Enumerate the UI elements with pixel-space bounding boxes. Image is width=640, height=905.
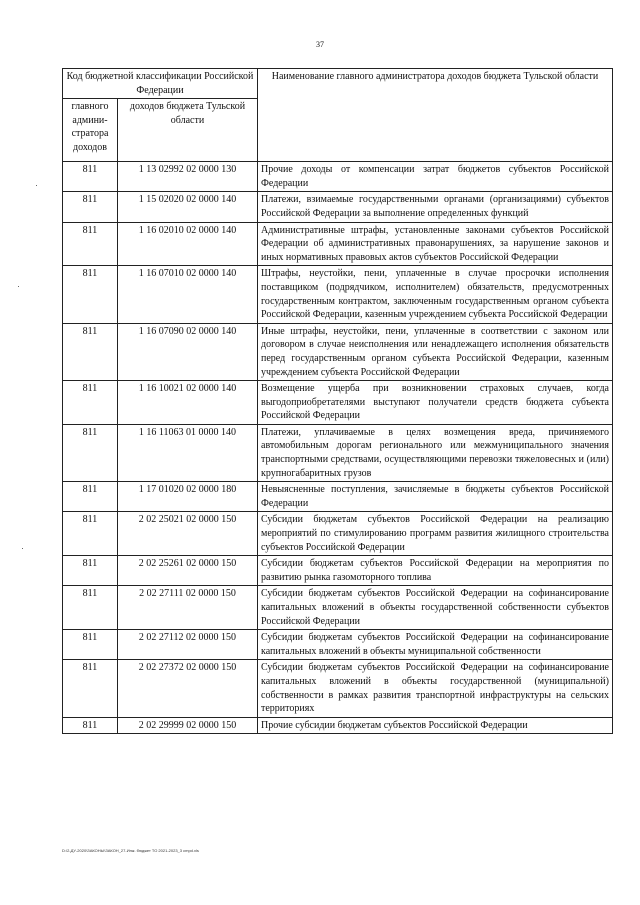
admin-code-cell: 811 [63,323,118,380]
admin-code-cell: 811 [63,266,118,323]
income-name-cell: Возмещение ущерба при возникновении страховых случаев, когда выгодоприобретателями выступают получатели средств бюджета субъекта Российской Федерации [258,381,613,425]
admin-code-cell: 811 [63,192,118,222]
scan-mark [22,548,23,549]
admin-code-cell: 811 [63,482,118,512]
income-name-cell: Административные штрафы, установленные законами субъектов Российской Федерации об административных правонарушениях, за нарушение законов и иных нормативных правовых актов субъектов Российской Федерации [258,222,613,266]
income-code-cell: 1 16 07010 02 0000 140 [118,266,258,323]
income-code-cell: 1 16 11063 01 0000 140 [118,424,258,481]
income-code-cell: 2 02 27372 02 0000 150 [118,660,258,717]
income-name-cell: Платежи, уплачиваемые в целях возмещения вреда, причиняемого автомобильным дорогам регионального или межмуниципального значения транспортными средствами, осуществляющими перевозки тяжеловесных и (или) крупногабаритных грузов [258,424,613,481]
admin-code-cell: 811 [63,162,118,192]
income-name-cell: Субсидии бюджетам субъектов Российской Федерации на мероприятия по развитию рынка газомоторного топлива [258,556,613,586]
table-row [63,323,613,380]
table-row [63,482,613,512]
revenue-table [62,68,613,734]
income-name-cell: Прочие субсидии бюджетам субъектов Российской Федерации [258,717,613,734]
header-income: доходов бюджета Тульской области [118,99,258,162]
header-admin-name: Наименование главного администратора доходов бюджета Тульской области [258,69,613,162]
income-name-cell: Платежи, взимаемые государственными органами (организациями) субъектов Российской Федерации за выполнение определенных функций [258,192,613,222]
income-code-cell: 1 15 02020 02 0000 140 [118,192,258,222]
page-number: 37 [316,40,324,49]
table-row [63,660,613,717]
income-code-cell: 1 13 02992 02 0000 130 [118,162,258,192]
admin-code-cell: 811 [63,222,118,266]
scan-mark [36,185,37,186]
income-name-cell: Субсидии бюджетам субъектов Российской Федерации на софинансирование капитальных вложений в объекты муниципальной собственности [258,630,613,660]
table-row [63,266,613,323]
income-name-cell: Штрафы, неустойки, пени, уплаченные в случае просрочки исполнения поставщиком (подрядчиком, исполнителем) обязательств, предусмотренных государственным контрактом, заключенным государственным органом субъекта Российской Федерации, казенным учреждением субъекта Российской Федерации [258,266,613,323]
table-row [63,556,613,586]
income-code-cell: 1 16 07090 02 0000 140 [118,323,258,380]
admin-code-cell: 811 [63,381,118,425]
admin-code-cell: 811 [63,630,118,660]
table-row [63,630,613,660]
header-admin: главного админи-стратора доходов [63,99,118,162]
income-code-cell: 2 02 29999 02 0000 150 [118,717,258,734]
admin-code-cell: 811 [63,556,118,586]
income-code-cell: 2 02 25021 02 0000 150 [118,512,258,556]
income-code-cell: 2 02 27111 02 0000 150 [118,586,258,630]
admin-code-cell: 811 [63,424,118,481]
scan-mark [18,286,19,287]
admin-code-cell: 811 [63,586,118,630]
income-name-cell: Субсидии бюджетам субъектов Российской Федерации на софинансирование капитальных вложений в объекты государственной (муниципальной) собственности в рамках развития транспортной инфраструктуры на сельских территориях [258,660,613,717]
table-row [63,381,613,425]
table-row [63,162,613,192]
table-row [63,192,613,222]
income-code-cell: 1 16 02010 02 0000 140 [118,222,258,266]
income-code-cell: 2 02 25261 02 0000 150 [118,556,258,586]
income-name-cell: Иные штрафы, неустойки, пени, уплаченные в соответствии с законом или договором в случае неисполнения или ненадлежащего исполнения обязательств перед государственным органом субъекта Российской Федерации, казенным учреждением субъекта Российской Федерации [258,323,613,380]
footer-file-path: D:\2-ДУ-2020\ЗАКОНЫ\ЗАКОН_27-Инж. бюджет ТО 2021-2023_3 сmpd.xls [62,848,199,853]
income-name-cell: Невыясненные поступления, зачисляемые в бюджеты субъектов Российской Федерации [258,482,613,512]
header-kbk: Код бюджетной классификации Российской Федерации [63,69,258,99]
table-row [63,512,613,556]
table-row [63,717,613,734]
table-row [63,424,613,481]
income-code-cell: 1 16 10021 02 0000 140 [118,381,258,425]
income-code-cell: 1 17 01020 02 0000 180 [118,482,258,512]
admin-code-cell: 811 [63,660,118,717]
admin-code-cell: 811 [63,512,118,556]
table-row [63,586,613,630]
income-name-cell: Субсидии бюджетам субъектов Российской Федерации на реализацию мероприятий по стимулированию программ развития жилищного строительства субъектов Российской Федерации [258,512,613,556]
admin-code-cell: 811 [63,717,118,734]
income-code-cell: 2 02 27112 02 0000 150 [118,630,258,660]
income-name-cell: Субсидии бюджетам субъектов Российской Федерации на софинансирование капитальных вложений в объекты государственной собственности субъектов Российской Федерации [258,586,613,630]
income-name-cell: Прочие доходы от компенсации затрат бюджетов субъектов Российской Федерации [258,162,613,192]
table-row [63,222,613,266]
